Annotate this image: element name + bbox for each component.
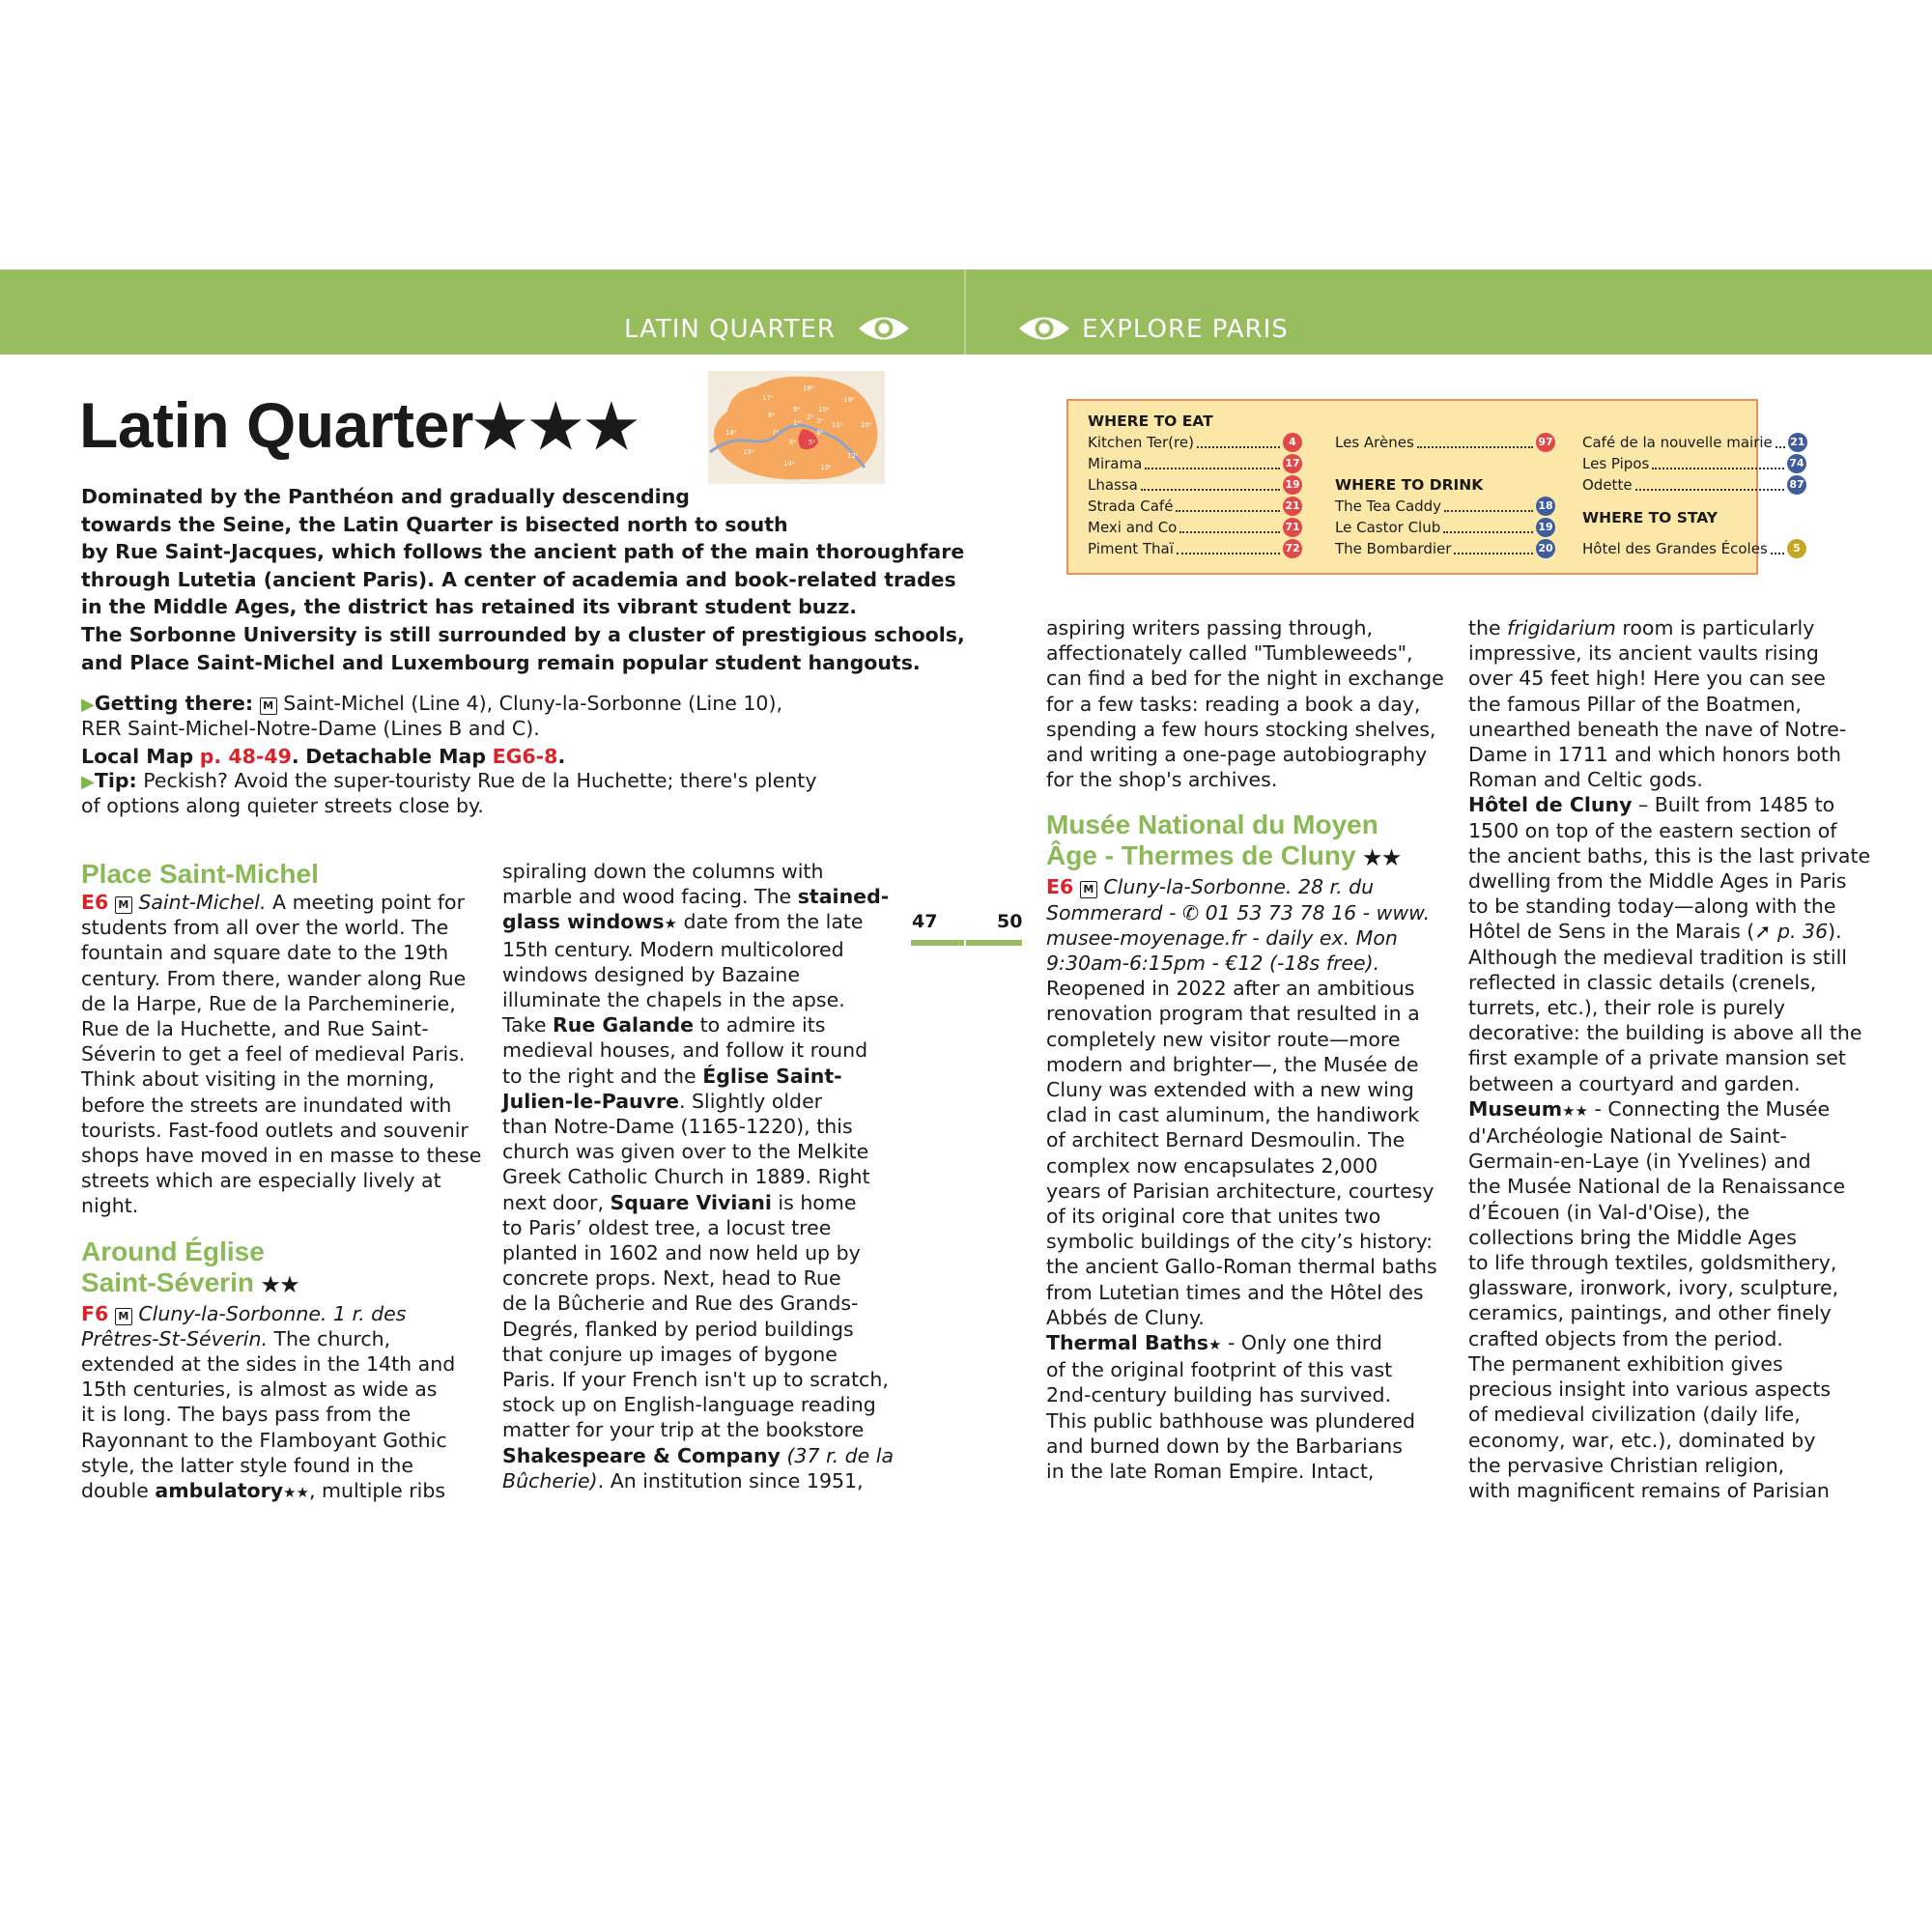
list-item xyxy=(1335,496,1555,517)
where-to-stay-heading: WHERE TO STAY xyxy=(1582,509,1718,526)
column-2 xyxy=(502,859,898,1493)
body-line: extended at the sides in the 14th and xyxy=(81,1352,456,1377)
list-item xyxy=(1582,474,1806,496)
list-item xyxy=(1088,432,1302,453)
body-line: Rayonnant to the Flamboyant Gothic xyxy=(81,1428,447,1452)
intro-line: The Sorbonne University is still surrounded by a cluster of prestigious schools, xyxy=(81,622,965,646)
intro-paragraph xyxy=(81,483,965,676)
text: ). xyxy=(1828,920,1842,944)
section-heading xyxy=(1046,840,1442,874)
body-line: the Musée National de la Renaissance xyxy=(1468,1175,1846,1199)
body-line: dwelling from the Middle Ages in Paris xyxy=(1468,869,1847,894)
metro-icon: M xyxy=(115,1308,132,1325)
eye-icon xyxy=(857,312,911,345)
entry-info xyxy=(81,1326,477,1351)
venue-name: The Tea Caddy xyxy=(1335,497,1442,515)
body-line: Reopened in 2022 after an ambitious xyxy=(1046,977,1415,1001)
venue-number: 4 xyxy=(1283,433,1302,452)
body-line: Degrés, flanked by period buildings xyxy=(502,1317,854,1341)
body-line: Although the medieval tradition is still xyxy=(1468,945,1847,969)
svg-text:13ᵉ: 13ᵉ xyxy=(820,464,832,471)
svg-text:10ᵉ: 10ᵉ xyxy=(818,406,830,413)
where-to-drink-heading: WHERE TO DRINK xyxy=(1335,476,1484,494)
grid-ref: F6 xyxy=(81,1301,109,1325)
body-line: church was given over to the Melkite xyxy=(502,1140,869,1164)
body-line: the ancient Gallo-Roman thermal baths xyxy=(1046,1255,1437,1279)
body-line: affectionately called "Tumbleweeds", xyxy=(1046,641,1413,666)
section-heading xyxy=(81,1267,477,1301)
body-line: with magnificent remains of Parisian xyxy=(1468,1478,1830,1502)
list-item xyxy=(1088,517,1302,538)
body-line xyxy=(1468,792,1874,817)
body-line: of its original core that unites two xyxy=(1046,1205,1381,1229)
body-line: to be standing today—along with the xyxy=(1468,895,1836,919)
page-number-right: 50 xyxy=(997,911,1023,932)
body-line xyxy=(502,909,898,936)
rating-stars: ★★ xyxy=(283,1484,309,1502)
body-line: medieval houses, and follow it round xyxy=(502,1038,868,1063)
svg-text:12ᵉ: 12ᵉ xyxy=(847,452,859,460)
venue-number: 17 xyxy=(1283,454,1302,473)
body-line: de la Bûcherie and Rue des Grands- xyxy=(502,1292,859,1316)
body-line: Dame in 1711 and which honors both xyxy=(1468,743,1841,767)
svg-text:8ᵉ: 8ᵉ xyxy=(768,412,776,419)
where-stay-column xyxy=(1582,411,1806,559)
body-line: the ancient baths, this is the last private xyxy=(1468,843,1871,867)
venue-number: 74 xyxy=(1787,454,1806,473)
body-line: Germain-en-Laye (in Yvelines) and xyxy=(1468,1150,1811,1174)
body-line: shops have moved in en masse to these xyxy=(81,1144,482,1168)
body-line: that conjure up images of bygone xyxy=(502,1342,838,1366)
body-line: students from all over the world. The xyxy=(81,916,449,940)
body-line: d’Écouen (in Val-d'Oise), the xyxy=(1468,1200,1750,1224)
header-left-label: LATIN QUARTER xyxy=(624,315,836,344)
text: to the right and the xyxy=(502,1064,703,1088)
svg-text:18ᵉ: 18ᵉ xyxy=(803,384,814,392)
tip-line1: Peckish? Avoid the super-touristy Rue de la Huchette; there's plenty xyxy=(143,769,817,792)
svg-text:14ᵉ: 14ᵉ xyxy=(783,460,795,468)
text: Take xyxy=(502,1013,553,1037)
address: (37 r. de la xyxy=(780,1443,895,1467)
highlight: Église Saint- xyxy=(702,1064,842,1088)
body-line xyxy=(502,1064,898,1089)
body-line xyxy=(502,1012,898,1037)
highlight: Hôtel de Cluny xyxy=(1468,793,1633,817)
body-line: renovation program that resulted in a xyxy=(1046,1002,1420,1026)
page-title xyxy=(79,384,640,469)
getting-there xyxy=(81,692,873,717)
body-line: Think about visiting in the morning, xyxy=(81,1067,435,1092)
body-line: d'Archéologie National de Saint- xyxy=(1468,1124,1787,1149)
venue-number: 87 xyxy=(1787,475,1806,495)
venue-name: Piment Thaï xyxy=(1088,540,1174,557)
body-line: it is long. The bays pass from the xyxy=(81,1403,412,1427)
svg-text:9ᵉ: 9ᵉ xyxy=(793,406,801,413)
body-line xyxy=(81,1478,477,1505)
highlight: Rue Galande xyxy=(552,1013,695,1037)
body-line: reflected in classic details (crenels, xyxy=(1468,970,1817,994)
body-line: to Paris’ oldest tree, a locust tree xyxy=(502,1215,832,1239)
venue-name: Les Pipos xyxy=(1582,455,1650,472)
intro-line: in the Middle Ages, the district has retained its vibrant student buzz. xyxy=(81,595,858,619)
body-line: from Lutetian times and the Hôtel des xyxy=(1046,1280,1424,1304)
highlight: Thermal Baths xyxy=(1046,1331,1209,1355)
svg-text:5ᵉ: 5ᵉ xyxy=(809,439,816,446)
venue-name: Hôtel des Grandes Écoles xyxy=(1582,540,1768,557)
map-ref-dot: . xyxy=(291,745,299,768)
rating-stars: ★★ xyxy=(261,1273,300,1296)
body-line: modern and brighter—, the Musée de xyxy=(1046,1052,1419,1076)
column-4 xyxy=(1468,615,1874,1503)
metro-icon: M xyxy=(260,697,277,715)
body-line: years of Parisian architecture, courtesy xyxy=(1046,1179,1435,1203)
header-right-label: EXPLORE PARIS xyxy=(1082,315,1289,344)
address: Cluny-la-Sorbonne. 28 r. du xyxy=(1103,875,1375,899)
venue-name: Odette xyxy=(1582,476,1633,494)
list-item xyxy=(1335,432,1555,453)
body-line xyxy=(502,1443,898,1468)
text: – Built from 1485 to xyxy=(1632,793,1835,817)
metro-station: Saint-Michel. xyxy=(138,891,267,914)
page-ref-icon: ➚ xyxy=(1754,920,1772,944)
svg-text:7ᵉ: 7ᵉ xyxy=(772,429,780,437)
where-to-eat-heading: WHERE TO EAT xyxy=(1088,412,1213,430)
body-line: tourists. Fast-food outlets and souvenir xyxy=(81,1118,469,1142)
intro-line: and Place Saint-Michel and Luxembourg remain popular student hangouts. xyxy=(81,650,921,674)
text: . Slightly older xyxy=(679,1089,823,1113)
body-line: stock up on English-language reading xyxy=(502,1393,876,1417)
venue-number: 21 xyxy=(1283,497,1302,516)
emphasis: frigidarium xyxy=(1507,616,1616,639)
section-heading-text: Âge - Thermes de Cluny xyxy=(1046,840,1356,871)
address: Prêtres-St-Séverin. xyxy=(81,1326,269,1350)
intro-line: by Rue Saint-Jacques, which follows the ancient path of the main thoroughfare xyxy=(81,540,965,564)
svg-text:20ᵉ: 20ᵉ xyxy=(861,421,872,429)
svg-text:1ᵉʳ: 1ᵉʳ xyxy=(793,419,803,427)
column-3 xyxy=(1046,615,1442,1484)
body-line: symbolic buildings of the city’s history: xyxy=(1046,1230,1434,1254)
svg-text:19ᵉ: 19ᵉ xyxy=(843,396,855,404)
body-line: glassware, ironwork, ivory, sculpture, xyxy=(1468,1276,1839,1300)
svg-text:6ᵉ: 6ᵉ xyxy=(789,439,797,446)
venue-name: The Bombardier xyxy=(1335,540,1452,557)
body-line: and burned down by the Barbarians xyxy=(1046,1434,1403,1458)
body-line: the pervasive Christian religion, xyxy=(1468,1453,1785,1477)
svg-text:11ᵉ: 11ᵉ xyxy=(832,421,843,429)
spacer xyxy=(1335,411,1555,432)
detachable-map-label: Detachable Map xyxy=(305,745,487,768)
text: . An institution since 1951, xyxy=(597,1468,864,1492)
body-line: century. From there, wander along Rue xyxy=(81,966,467,990)
header-divider xyxy=(964,270,966,355)
venue-number: 19 xyxy=(1283,475,1302,495)
section-heading-text: Saint-Séverin xyxy=(81,1266,254,1297)
list-item xyxy=(1582,432,1806,453)
rating-stars: ★ xyxy=(664,915,677,933)
entry-info xyxy=(81,1301,477,1326)
metro-icon: M xyxy=(115,896,132,914)
address: Bûcherie) xyxy=(502,1468,598,1492)
svg-text:2ᵉ: 2ᵉ xyxy=(807,413,814,421)
venue-number: 5 xyxy=(1787,539,1806,558)
body-line: This public bathhouse was plundered xyxy=(1046,1408,1415,1433)
section-heading: Around Église xyxy=(81,1236,265,1266)
text: marble and wood facing. The xyxy=(502,885,798,909)
venue-number: 21 xyxy=(1788,433,1807,452)
body-line xyxy=(502,1190,898,1215)
eye-icon xyxy=(1017,312,1071,345)
venue-number: 71 xyxy=(1283,518,1302,537)
body-line: Paris. If your French isn't up to scratch, xyxy=(502,1368,889,1392)
where-eat-column xyxy=(1088,411,1302,559)
venue-name: Kitchen Ter(re) xyxy=(1088,434,1194,451)
map-ref-dot: . xyxy=(557,745,566,768)
list-item xyxy=(1582,538,1806,559)
body-line: can find a bed for the night in exchange xyxy=(1046,667,1444,691)
section-heading: Musée National du Moyen xyxy=(1046,810,1378,840)
address: Cluny-la-Sorbonne. 1 r. des xyxy=(138,1301,407,1325)
metro-icon: M xyxy=(1080,881,1097,898)
page-number-bar xyxy=(966,940,1022,946)
phone-number: 01 53 73 78 16 - www. xyxy=(1199,900,1431,924)
body-line: in the late Roman Empire. Intact, xyxy=(1046,1460,1375,1484)
rating-stars: ★★ xyxy=(1363,847,1402,870)
body-line: streets which are especially lively at xyxy=(81,1169,441,1193)
body-line: spiraling down the columns with xyxy=(502,860,824,883)
venue-number: 18 xyxy=(1536,497,1555,516)
detachable-map-ref[interactable]: EG6-8 xyxy=(492,745,558,768)
body-line: aspiring writers passing through, xyxy=(1046,616,1373,639)
venue-name: Café de la nouvelle mairie xyxy=(1582,434,1773,451)
svg-text:17ᵉ: 17ᵉ xyxy=(762,394,774,402)
body-line: completely new visitor route—more xyxy=(1046,1027,1401,1051)
spacer xyxy=(1582,411,1806,432)
body-line: A meeting point for xyxy=(266,891,466,914)
list-item xyxy=(1335,538,1555,559)
body-line: Greek Catholic Church in 1889. Right xyxy=(502,1165,870,1189)
body-line xyxy=(1468,1096,1874,1123)
body-line xyxy=(502,1468,898,1493)
body-line: for a few tasks: reading a book a day, xyxy=(1046,692,1421,716)
page-ref[interactable]: p. 36 xyxy=(1771,920,1829,944)
rating-stars: ★★ xyxy=(1562,1101,1588,1120)
tip-line2: of options along quieter streets close by. xyxy=(81,794,484,817)
page-number-bar xyxy=(911,940,964,946)
body-line xyxy=(1046,1330,1442,1357)
body-line: the famous Pillar of the Boatmen, xyxy=(1468,692,1802,716)
practical-info xyxy=(81,692,873,818)
body-line xyxy=(1468,919,1874,944)
body-line: for the shop's archives. xyxy=(1046,768,1278,792)
list-item xyxy=(1335,517,1555,538)
intro-line: towards the Seine, the Latin Quarter is bisected north to south xyxy=(81,512,788,536)
highlight: Shakespeare & Company xyxy=(502,1443,781,1467)
text: the xyxy=(1468,616,1508,639)
body-line: The church, xyxy=(268,1326,391,1350)
text: to admire its xyxy=(694,1013,826,1037)
grid-ref: E6 xyxy=(1046,875,1074,899)
entry-info xyxy=(81,890,477,915)
body-line: Abbés de Cluny. xyxy=(1046,1305,1205,1329)
venue-number: 19 xyxy=(1536,518,1555,537)
page-title-text: Latin Quarter xyxy=(79,389,473,461)
body-line: illuminate the chapels in the apse. xyxy=(502,988,845,1012)
body-line xyxy=(1468,615,1874,640)
body-line: first example of a private mansion set xyxy=(1468,1046,1846,1070)
body-line: night. xyxy=(81,1194,139,1218)
grid-ref: E6 xyxy=(81,891,109,914)
svg-text:4ᵉ: 4ᵉ xyxy=(816,429,824,437)
body-line: 15th centuries, is almost as wide as xyxy=(81,1378,438,1402)
body-line: before the streets are inundated with xyxy=(81,1093,452,1117)
body-line: windows designed by Bazaine xyxy=(502,962,801,986)
phone-icon: ✆ xyxy=(1181,900,1200,924)
body-line: Séverin to get a feel of medieval Paris. xyxy=(81,1042,466,1066)
text: date from the late xyxy=(677,910,864,934)
list-item xyxy=(1088,538,1302,559)
tip xyxy=(81,769,873,794)
venue-name: Strada Café xyxy=(1088,497,1174,515)
body-line: Roman and Celtic gods. xyxy=(1468,768,1703,792)
body-line: 1500 on top of the eastern section of xyxy=(1468,818,1837,842)
venue-name: Mirama xyxy=(1088,455,1143,472)
body-line: of architect Bernard Desmoulin. The xyxy=(1046,1128,1406,1152)
venue-number: 97 xyxy=(1536,433,1555,452)
list-item xyxy=(1582,453,1806,474)
entry-info xyxy=(1046,874,1442,899)
highlight: stained- xyxy=(797,885,890,909)
venue-name: Les Arènes xyxy=(1335,434,1414,451)
getting-there-label: Getting there: xyxy=(94,692,254,715)
arrow-icon: ▶ xyxy=(81,772,95,792)
body-line: planted in 1602 and now held up by xyxy=(502,1241,861,1265)
body-line: Rue de la Huchette, and Rue Saint- xyxy=(81,1017,429,1041)
body-line: economy, war, etc.), dominated by xyxy=(1468,1428,1816,1452)
svg-text:15ᵉ: 15ᵉ xyxy=(743,448,754,456)
body-line: matter for your trip at the bookstore xyxy=(502,1418,865,1442)
body-line: of the original footprint of this vast xyxy=(1046,1358,1393,1382)
where-to-box xyxy=(1066,399,1805,575)
body-line xyxy=(502,1089,898,1114)
body-line: crafted objects from the period. xyxy=(1468,1326,1783,1350)
map-references xyxy=(81,745,873,769)
venue-name: Le Castor Club xyxy=(1335,519,1441,536)
body-line: between a courtyard and garden. xyxy=(1468,1071,1801,1095)
entry-info xyxy=(1046,900,1442,925)
tip-label: Tip: xyxy=(94,769,137,792)
list-item xyxy=(1088,496,1302,517)
venue-number: 20 xyxy=(1536,539,1555,558)
local-map-label: Local Map xyxy=(81,745,194,768)
highlight: ambulatory xyxy=(155,1479,284,1503)
body-line: impressive, its ancient vaults rising xyxy=(1468,641,1819,666)
text: , multiple ribs xyxy=(308,1479,446,1503)
body-line: Cluny was extended with a new wing xyxy=(1046,1078,1414,1102)
body-line: and writing a one-page autobiography xyxy=(1046,743,1428,767)
body-line: to life through textiles, goldsmithery, xyxy=(1468,1251,1837,1275)
body-line: fountain and square date to the 19th xyxy=(81,941,449,965)
website: musee-moyenage.fr - daily ex. Mon xyxy=(1046,925,1398,950)
body-line: ceramics, paintings, and other finely xyxy=(1468,1301,1832,1325)
text: - Connecting the Musée xyxy=(1587,1096,1831,1121)
text: - Only one third xyxy=(1221,1331,1382,1355)
svg-text:3ᵉ: 3ᵉ xyxy=(816,417,824,425)
list-item xyxy=(1088,453,1302,474)
highlight: Square Viviani xyxy=(610,1190,772,1214)
getting-there-line1: Saint-Michel (Line 4), Cluny-la-Sorbonne (Line 10), xyxy=(283,692,782,715)
body-line: 15th century. Modern multicolored xyxy=(502,937,844,961)
rating-stars: ★ xyxy=(1208,1336,1222,1354)
body-line: 2nd-century building has survived. xyxy=(1046,1383,1392,1407)
highlight: glass windows xyxy=(502,910,665,934)
body-line: decorative: the building is above all the xyxy=(1468,1021,1862,1045)
body-line: unearthed beneath the nave of Notre- xyxy=(1468,717,1847,741)
list-item xyxy=(1088,474,1302,496)
header-band xyxy=(0,270,1932,355)
text: next door, xyxy=(502,1190,611,1214)
intro-line: Dominated by the Panthéon and gradually descending xyxy=(81,485,690,508)
page-number-left: 47 xyxy=(912,911,938,932)
body-line: clad in cast aluminum, the handiwork xyxy=(1046,1103,1420,1127)
rating-stars: ★★★ xyxy=(472,394,640,461)
body-line: complex now encapsulates 2,000 xyxy=(1046,1153,1378,1178)
opening-hours: 9:30am-6:15pm - €12 (-18s free). xyxy=(1046,952,1380,976)
highlight: Julien-le-Pauvre xyxy=(502,1089,679,1113)
text: room is particularly xyxy=(1615,616,1815,639)
body-line: The permanent exhibition gives xyxy=(1468,1351,1783,1376)
body-line: spending a few hours stocking shelves, xyxy=(1046,717,1436,741)
column-1 xyxy=(81,859,482,1505)
venue-name: Mexi and Co xyxy=(1088,519,1178,536)
body-line: de la Harpe, Rue de la Parcheminerie, xyxy=(81,991,456,1015)
body-line: concrete props. Next, head to Rue xyxy=(502,1266,841,1291)
body-line: precious insight into various aspects xyxy=(1468,1378,1832,1402)
text: Hôtel de Sens in the Marais ( xyxy=(1468,920,1755,944)
arrow-icon: ▶ xyxy=(81,695,95,715)
venue-name: Lhassa xyxy=(1088,476,1138,494)
venue-number: 72 xyxy=(1283,539,1302,558)
where-drink-column xyxy=(1335,411,1555,559)
intro-line: through Lutetia (ancient Paris). A center of academia and book-related trades xyxy=(81,567,956,591)
body-line: turrets, etc.), their role is purely xyxy=(1468,996,1785,1020)
text: is home xyxy=(771,1190,857,1214)
getting-there-line2: RER Saint-Michel-Notre-Dame (Lines B and C). xyxy=(81,717,540,740)
body-line: over 45 feet high! Here you can see xyxy=(1468,667,1826,691)
text: double xyxy=(81,1479,156,1503)
body-line: style, the latter style found in the xyxy=(81,1453,414,1477)
address: Sommerard - xyxy=(1046,900,1182,924)
svg-text:16ᵉ: 16ᵉ xyxy=(725,429,737,437)
body-line: than Notre-Dame (1165-1220), this xyxy=(502,1115,853,1139)
paris-locator-map xyxy=(708,371,885,484)
highlight: Museum xyxy=(1468,1096,1563,1121)
local-map-ref[interactable]: p. 48-49 xyxy=(199,745,292,768)
section-heading: Place Saint-Michel xyxy=(81,859,319,889)
body-line: of medieval civilization (daily life, xyxy=(1468,1403,1801,1427)
body-line: collections bring the Middle Ages xyxy=(1468,1225,1797,1249)
body-line xyxy=(502,884,898,909)
